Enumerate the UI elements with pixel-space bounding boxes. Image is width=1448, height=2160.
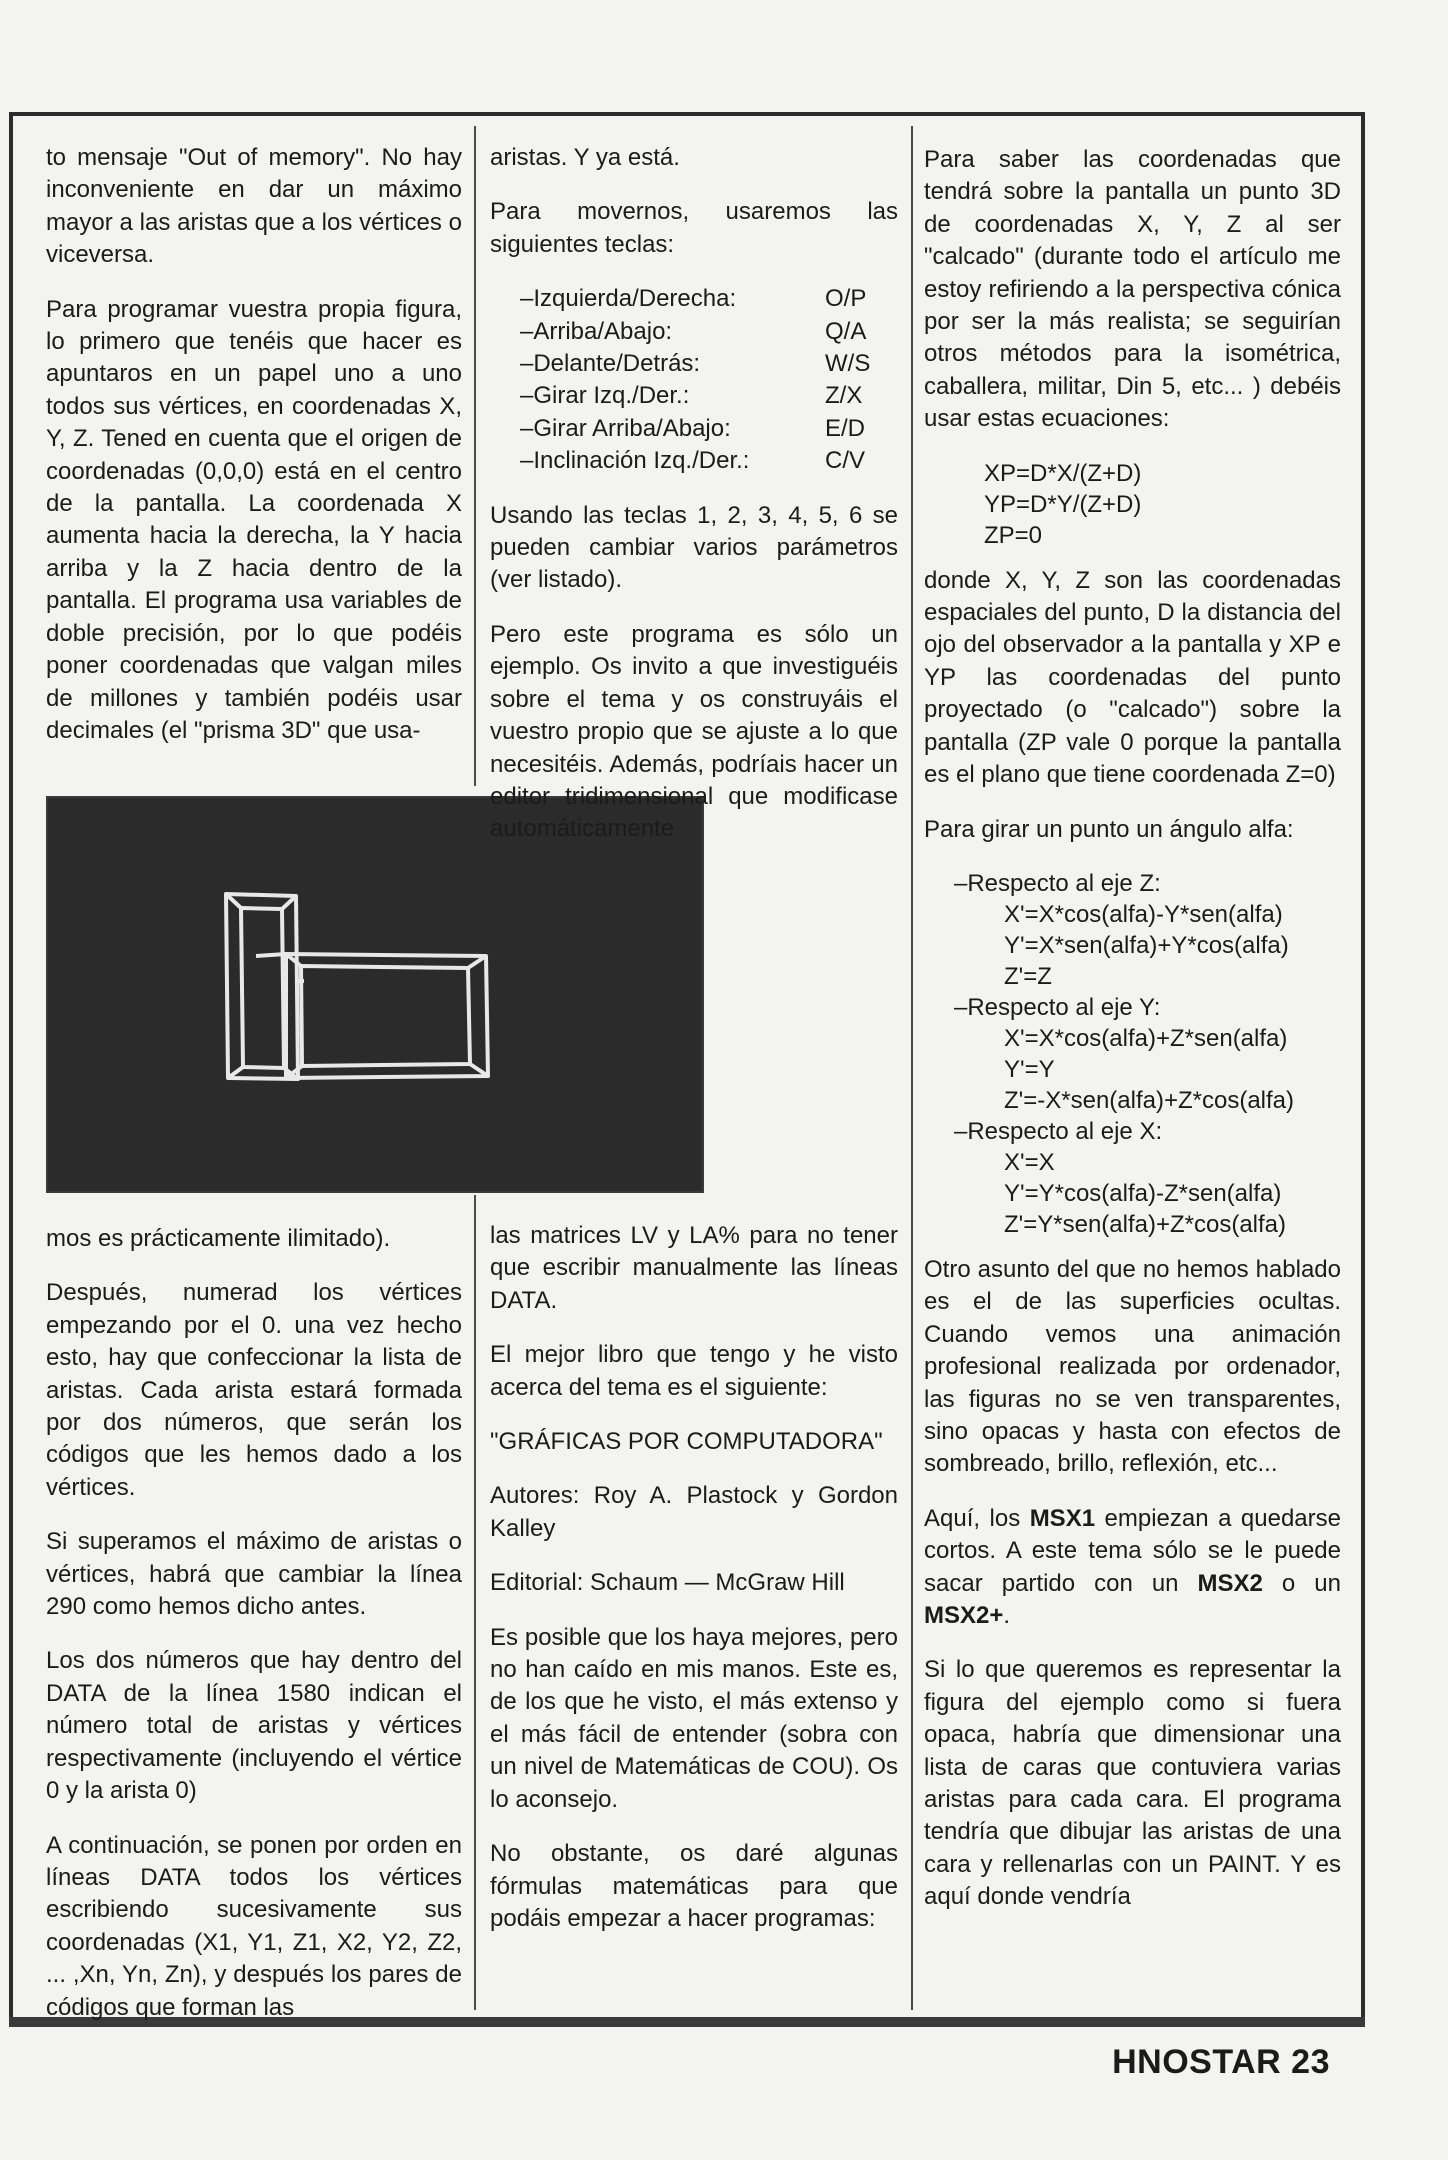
book-publisher: Editorial: Schaum — McGraw Hill xyxy=(490,1569,845,1597)
text: o un xyxy=(1262,1569,1341,1597)
column-b-bottom xyxy=(490,1220,898,1957)
paragraph: No obstante, os daré algunas fórmulas matemáticas para que podáis empezar a hacer programas: xyxy=(490,1840,898,1932)
key-row xyxy=(490,348,898,380)
equation: X'=X xyxy=(1004,1148,1055,1176)
key-row xyxy=(490,380,898,412)
equation: XP=D*X/(Z+D) xyxy=(984,459,1142,487)
paragraph: Si superamos el máximo de aristas o vértices, habrá que cambiar la línea 290 como hemos dicho antes. xyxy=(46,1528,462,1621)
column-a-top xyxy=(46,142,462,769)
key-value: C/V xyxy=(825,447,866,475)
paragraph: Para programar vuestra propia figura, lo primero que tenéis que hacer es apuntaros en un papel uno a uno todos sus vértices, en coordenadas X, Y, Z. Tened en cuenta que el origen de coordenadas (0,0,0) está en el centro de la pantalla. La coordenada X aumenta hacia la derecha, la Y hacia arriba y la Z hacia dentro de la pantalla. El programa usa variables de doble precisión, por lo que podéis poner coordenadas que valgan miles de millones y también podéis usar decimales (el "prisma 3D" que usa- xyxy=(46,295,462,744)
key-value: Q/A xyxy=(825,317,867,345)
key-value: W/S xyxy=(825,350,871,378)
paragraph: Para saber las coordenadas que tendrá sobre la pantalla un punto 3D de coordenadas X, Y, Z al ser "calcado" (durante todo el artículo me estoy refiriendo a la perspectiva cónica por ser la más realista; se seguirían otros métodos para la isométrica, caballera, militar, Din 5, etc... ) debéis usar estas ecuaciones: xyxy=(924,146,1341,433)
equation: YP=D*Y/(Z+D) xyxy=(984,490,1142,518)
key-value: O/P xyxy=(825,285,867,313)
equation: Z'=-X*sen(alfa)+Z*cos(alfa) xyxy=(1004,1086,1295,1114)
key-value: Z/X xyxy=(825,382,863,410)
equation: Y'=Y*cos(alfa)-Z*sen(alfa) xyxy=(1004,1179,1282,1207)
equation: Y'=Y xyxy=(1004,1055,1055,1083)
column-divider xyxy=(911,126,913,2010)
rotation-axis-title: –Respecto al eje Z: xyxy=(954,869,1161,897)
paragraph: Si lo que queremos es representar la figura del ejemplo como si fuera opaca, habría que dimensionar una lista de caras que contuviera varias aristas para cada cara. El programa tendría que dibujar las aristas de una cara y rellenarlas con un PAINT. Y es aquí donde vendría xyxy=(924,1656,1341,1911)
equation: X'=X*cos(alfa)+Z*sen(alfa) xyxy=(1004,1024,1288,1052)
book-authors: Autores: Roy A. Plastock y Gordon Kalley xyxy=(490,1482,898,1542)
key-label: –Izquierda/Derecha: xyxy=(520,285,737,313)
column-divider xyxy=(474,1195,476,2010)
bold-text: MSX1 xyxy=(1029,1504,1096,1532)
key-value: E/D xyxy=(825,414,866,442)
paragraph: mos es prácticamente ilimitado). xyxy=(46,1225,391,1252)
key-label: –Girar Arriba/Abajo: xyxy=(520,414,731,442)
key-row xyxy=(490,316,898,348)
paragraph: to mensaje "Out of memory". No hay inconveniente en dar un máximo mayor a las aristas que a los vértices o viceversa. xyxy=(46,144,462,269)
rotation-axis-title: –Respecto al eje Y: xyxy=(954,993,1161,1021)
key-row xyxy=(490,445,898,477)
rotation-axis-title: –Respecto al eje X: xyxy=(954,1117,1163,1145)
paragraph: Para girar un punto un ángulo alfa: xyxy=(924,815,1294,843)
key-label: –Arriba/Abajo: xyxy=(520,317,673,345)
paragraph: A continuación, se ponen por orden en líneas DATA todos los vértices escribiendo sucesivamente sus coordenadas (X1, Y1, Z1, X2, Y2, Z2, ... ,Xn, Yn, Zn), y después los pares de códigos que forman las xyxy=(46,1831,462,2021)
paragraph: Es posible que los haya mejores, pero no han caído en mis manos. Este es, de los que he visto, el más extenso y el más fácil de entender (sobra con un nivel de Matemáticas de COU). Os lo aconsejo. xyxy=(490,1623,898,1813)
key-label: –Delante/Detrás: xyxy=(520,350,701,378)
paragraph: Para movernos, usaremos las siguientes teclas: xyxy=(490,198,898,258)
column-b-top xyxy=(490,142,898,868)
bold-text: MSX2+ xyxy=(924,1601,1004,1629)
paragraph: Otro asunto del que no hemos hablado es el de las superficies ocultas. Cuando vemos una animación profesional realizada por ordenador, las figuras no se ven transparentes, sino opacas y hasta con efectos de sombreado, brillo, reflexión, etc... xyxy=(924,1255,1341,1478)
text: empiezan a quedarse cortos. A este tema sólo se le puede sacar partido con un xyxy=(924,1504,1341,1597)
key-row xyxy=(490,413,898,445)
paragraph: Usando las teclas 1, 2, 3, 4, 5, 6 se pueden cambiar varios parámetros (ver listado). xyxy=(490,501,898,594)
key-label: –Girar Izq./Der.: xyxy=(520,382,690,410)
text: Aquí, los xyxy=(924,1504,1030,1532)
paragraph: aristas. Y ya está. xyxy=(490,144,680,171)
paragraph xyxy=(924,1503,1341,1633)
key-label: –Inclinación Izq./Der.: xyxy=(520,447,750,475)
equation: Z'=Y*sen(alfa)+Z*cos(alfa) xyxy=(1004,1210,1287,1238)
equation: X'=X*cos(alfa)-Y*sen(alfa) xyxy=(1004,900,1283,928)
text: . xyxy=(1003,1601,1011,1629)
paragraph: las matrices LV y LA% para no tener que escribir manualmente las líneas DATA. xyxy=(490,1222,898,1314)
key-row xyxy=(490,283,898,315)
column-divider xyxy=(474,126,476,786)
book-title: "GRÁFICAS POR COMPUTADORA" xyxy=(490,1428,883,1456)
paragraph: Los dos números que hay dentro del DATA de la línea 1580 indican el número total de aristas y vértices respectivamente (incluyendo el vértice 0 y la arista 0) xyxy=(46,1647,462,1805)
page-footer xyxy=(1112,2043,1330,2082)
key-list xyxy=(490,283,898,477)
equation: Y'=X*sen(alfa)+Y*cos(alfa) xyxy=(1004,931,1289,959)
paragraph: Pero este programa es sólo un ejemplo. Os invito a que investiguéis sobre el tema y os construyáis el vuestro propio que se ajuste a lo que necesitéis. Además, podríais hacer un editor tridimensional que modificase automáticamente xyxy=(490,620,898,843)
paragraph: donde X, Y, Z son las coordenadas espaciales del punto, D la distancia del ojo del observador a la pantalla y XP e YP las coordenadas del punto proyectado (o "calcado") sobre la pantalla (ZP vale 0 porque la pantalla es el plano que tiene coordenada Z=0) xyxy=(924,566,1341,789)
equation: ZP=0 xyxy=(984,521,1043,549)
paragraph: El mejor libro que tengo y he visto acerca del tema es el siguiente: xyxy=(490,1341,898,1401)
bold-text: MSX2 xyxy=(1197,1569,1263,1597)
rotation-equations xyxy=(924,868,1341,1240)
paragraph: Después, numerad los vértices empezando por el 0. una vez hecho esto, hay que confeccionar la lista de aristas. Cada arista estará formada por dos números, que serán los códigos que les hemos dado a los vértices. xyxy=(46,1279,462,1501)
page-number: 23 xyxy=(1291,2043,1330,2081)
column-a-bottom xyxy=(46,1223,462,2046)
column-c xyxy=(924,144,1341,1936)
projection-equations xyxy=(924,458,1341,551)
magazine-name: HNOSTAR xyxy=(1112,2043,1282,2081)
equation: Z'=Z xyxy=(1004,962,1052,990)
